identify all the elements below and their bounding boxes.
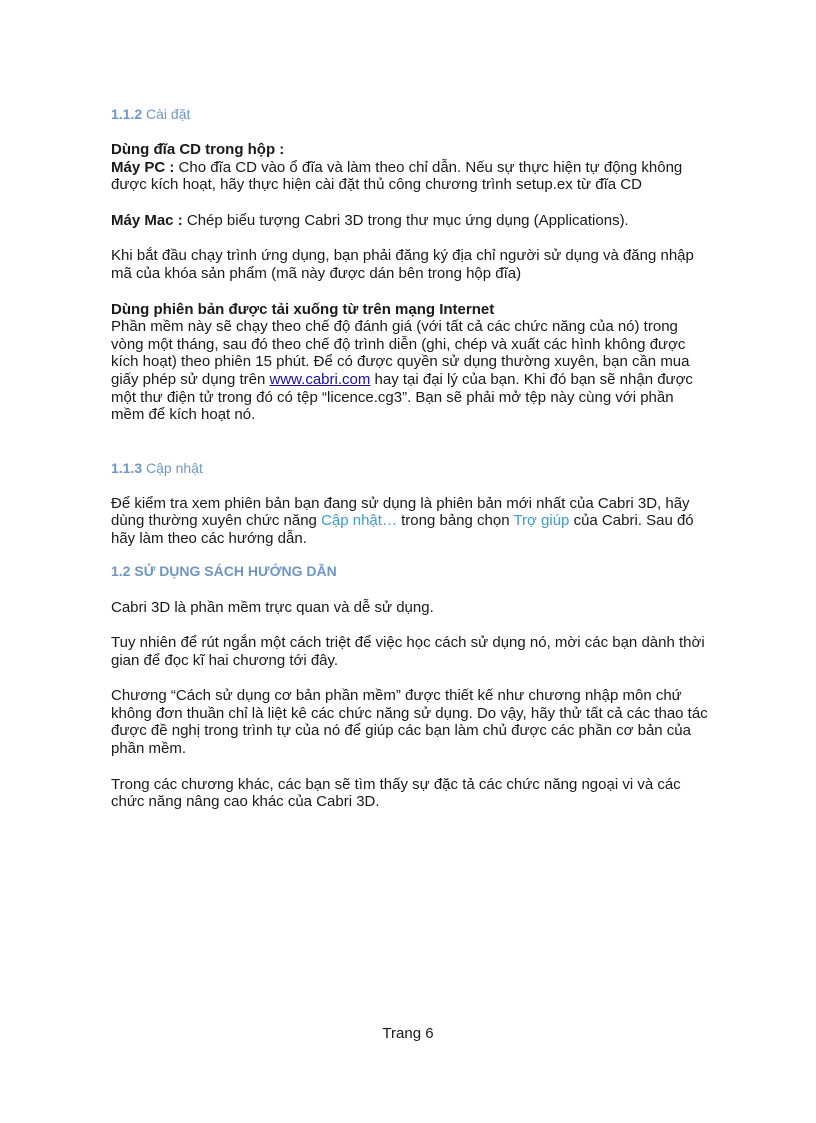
- download-text-before-link: Phần mềm này sẽ chạy theo chế độ đánh giá (với tất cả các chức năng của nó) trong vòng một tháng, sau đó theo chế độ trình diễn (ghi, chép và xuất các hình không được kích hoạt) theo phiên 15 phút. Để có được quyền sử dụng thường xuyên, bạn cần mua giấy phép sử dụng trên: [111, 318, 690, 388]
- guide-paragraph-2: Tuy nhiên để rút ngắn một cách triệt để việc học cách sử dụng nó, mời các bạn dành thời gian để đọc kĩ hai chương tới đây.: [111, 634, 705, 669]
- section-heading-1-1-3: [111, 458, 711, 478]
- document-page: [111, 104, 711, 811]
- update-text-3: của Cabri. Sau đó hãy làm theo các hướng dẫn.: [111, 512, 694, 547]
- update-paragraph: [111, 495, 711, 548]
- section-title: Cài đặt: [146, 106, 191, 122]
- guide-paragraph-3: Chương “Cách sử dụng cơ bản phần mềm” được thiết kế như chương nhập môn chứ không đơn thuần chỉ là liệt kê các chức năng sử dụng. Do vậy, hãy thử tất cả các thao tác được đề nghị trong trình tự của nó để giúp các bạn làm chủ được các phần cơ bản của phần mềm.: [111, 687, 708, 758]
- pc-label: Máy PC :: [111, 158, 175, 176]
- page-number-footer: Trang 6: [382, 1025, 434, 1042]
- cd-install-heading: Dùng đĩa CD trong hộp :: [111, 141, 285, 158]
- guide-paragraph-1: Cabri 3D là phần mềm trực quan và dễ sử dụng.: [111, 598, 434, 616]
- guide-paragraph-4: Trong các chương khác, các bạn sẽ tìm thấy sự đặc tả các chức năng ngoại vi và các chức năng nâng cao khác của Cabri 3D.: [111, 775, 681, 811]
- cabri-website-link[interactable]: www.cabri.com: [269, 370, 371, 388]
- update-text-1: Để kiểm tra xem phiên bản bạn đang sử dụng là phiên bản mới nhất của Cabri 3D, hãy dùng thường xuyên chức năng: [111, 494, 690, 530]
- mac-install-paragraph: [111, 212, 711, 230]
- update-text-2: trong bảng chọn: [396, 512, 514, 530]
- section-heading-1-1-2: [111, 104, 711, 124]
- pc-install-paragraph: [111, 159, 711, 194]
- mac-text: Chép biểu tượng Cabri 3D trong thư mục ứng dụng (Applications).: [182, 211, 629, 229]
- menu-ref-update: Cập nhật…: [321, 512, 397, 530]
- section-number: 1.1.3: [111, 459, 143, 476]
- section-heading-1-2: [111, 561, 711, 581]
- section-title: Cập nhật: [146, 459, 203, 476]
- section-number: 1.1.2: [111, 106, 143, 122]
- download-text-after-link: hay tại đại lý của bạn. Khi đó bạn sẽ nhận được một thư điện tử trong đó có tệp “licence.cg3”. Bạn sẽ phải mở tệp này cùng với phần mềm để kích hoạt nó.: [111, 370, 693, 424]
- menu-ref-help: Trợ giúp: [513, 512, 570, 530]
- pc-text: Cho đĩa CD vào ổ đĩa và làm theo chỉ dẫn. Nếu sự thực hiện tự động không được kích hoạt, hãy thực hiện cài đặt thủ công chương trình setup.ex từ đĩa CD: [111, 158, 683, 194]
- section-title: SỬ DỤNG SÁCH HƯỚNG DẪN: [134, 562, 337, 579]
- mac-label: Máy Mac :: [111, 211, 183, 229]
- section-number: 1.2: [111, 562, 131, 579]
- download-install-heading: Dùng phiên bản được tải xuống từ trên mạng Internet: [111, 300, 495, 318]
- download-install-paragraph: [111, 318, 711, 424]
- register-paragraph: Khi bắt đầu chạy trình ứng dụng, bạn phải đăng ký địa chỉ người sử dụng và đăng nhập mã của khóa sản phẩm (mã này được dán bên trong hộp đĩa): [111, 247, 694, 282]
